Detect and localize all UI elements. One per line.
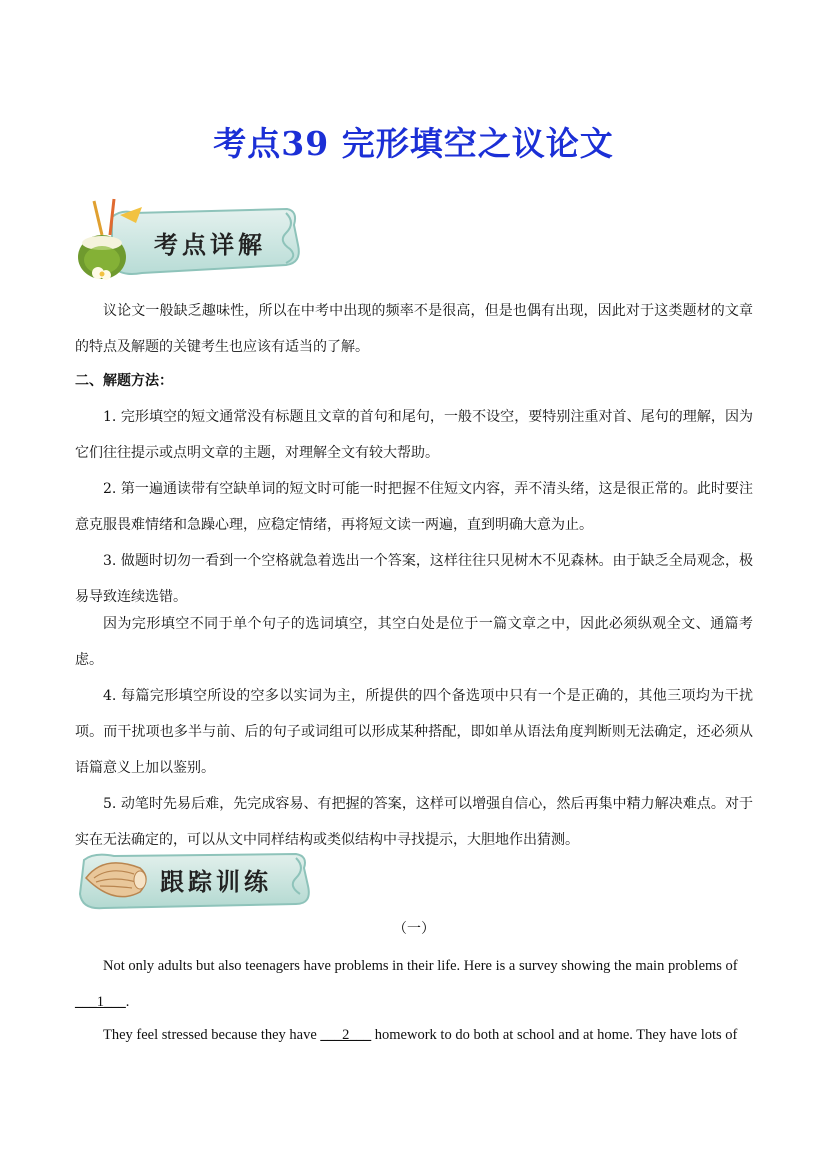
passage-text: They feel stressed because they have (103, 1027, 317, 1043)
banner-practice (74, 848, 314, 914)
answer-blank-2[interactable]: ___2___ (320, 1027, 372, 1043)
passage-text: Not only adults but also teenagers have problems in their life. Here is a survey showing the main problems of (103, 958, 738, 974)
method-item-5: 5. 动笔时先易后难，先完成容易、有把握的答案，这样可以增强自信心，然后再集中精力解决难点。对于实在无法确定的，可以从文中同样结构或类似结构中寻找提示，大胆地作出猜测。 (75, 796, 753, 848)
page-title: 考点39 完形填空之议论文 (213, 124, 614, 163)
banner-label: 跟踪训练 (160, 868, 272, 896)
method-item-4: 4. 每篇完形填空所设的空多以实词为主，所提供的四个备选项中只有一个是正确的，其他三项均为干扰项。而干扰项也多半与前、后的句子或词组可以形成某种搭配，即如单从语法角度判断则无法确定，还必须从语篇意义上加以鉴别。 (75, 688, 753, 776)
method-item-3: 3. 做题时切勿一看到一个空格就急着选出一个答案，这样往往只见树木不见森林。由于缺乏全局观念，极易导致连续选错。 (75, 553, 753, 605)
passage-paragraph-1 (75, 948, 753, 1020)
intro-paragraph: 议论文一般缺乏趣味性，所以在中考中出现的频率不是很高，但是也偶有出现，因此对于这类题材的文章的特点及解题的关键考生也应该有适当的了解。 (75, 303, 753, 355)
method-note: 因为完形填空不同于单个句子的选词填空，其空白处是位于一篇文章之中，因此必须纵观全文、通篇考虑。 (75, 616, 753, 668)
banner-topic-detail (72, 195, 302, 287)
method-item-2: 2. 第一遍通读带有空缺单词的短文时可能一时把握不住短文内容，弄不清头绪，这是很正常的。此时要注意克服畏难情绪和急躁心理，应稳定情绪，再将短文读一两遍，直到明确大意为止。 (75, 481, 753, 533)
passage-text: homework to do both at school and at home. They have lots of (374, 1027, 738, 1043)
passage-paragraph-2 (75, 1017, 753, 1053)
section-heading-methods: 二、解题方法： (75, 373, 173, 389)
method-item-1: 1. 完形填空的短文通常没有标题且文章的首句和尾句，一般不设空，要特别注重对首、尾句的理解，因为它们往往提示或点明文章的主题，对理解全文有较大帮助。 (75, 409, 753, 461)
banner-label: 考点详解 (154, 231, 266, 259)
answer-blank-1[interactable]: ___1___ (75, 994, 126, 1010)
section-label: （一） (393, 921, 435, 937)
passage-text: . (125, 994, 130, 1010)
